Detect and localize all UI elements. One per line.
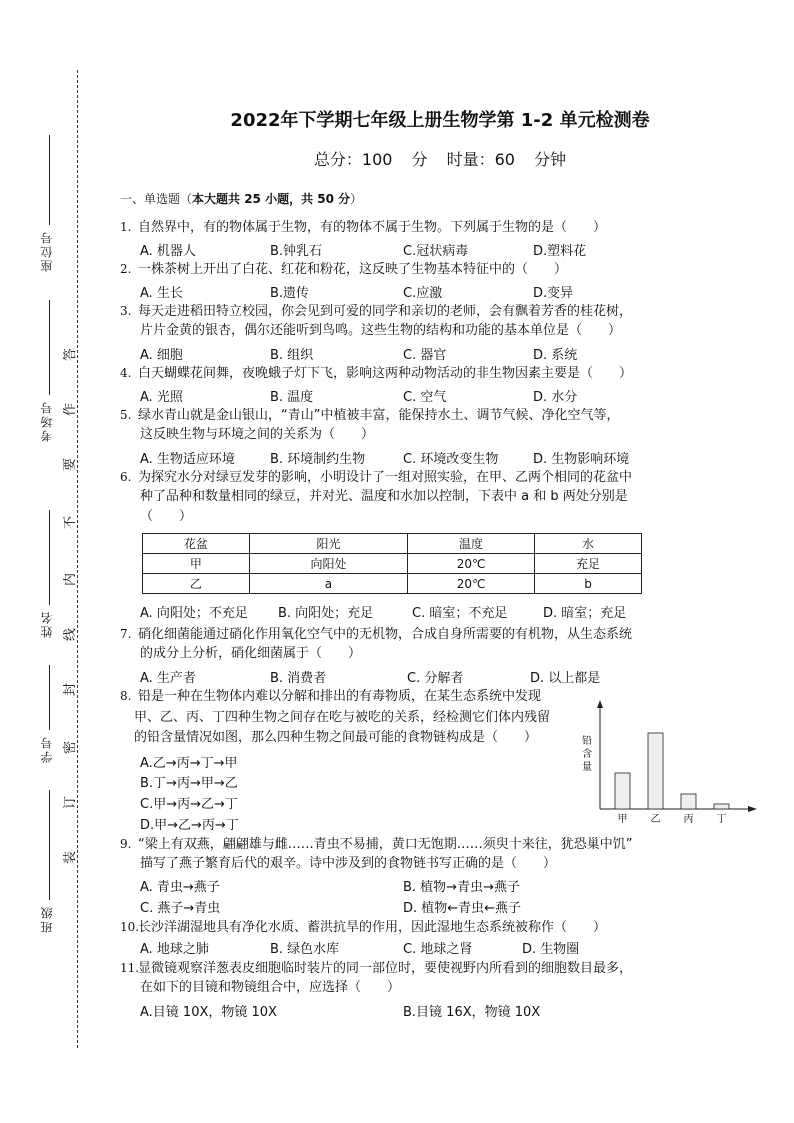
seal-char: 答 [63, 347, 79, 362]
table-cell: b [535, 574, 642, 594]
seal-char: 内 [63, 572, 79, 587]
option-b: B. 组织 [270, 348, 314, 363]
option-d: D. 暗室；充足 [543, 606, 627, 621]
question-8-line-2: 甲、乙、丙、丁四种生物之间存在吃与被吃的关系，经检测它们体内残留 [134, 710, 551, 725]
page-title: 2022年下学期七年级上册生物学第 1-2 单元检测卷 [230, 110, 650, 131]
option-c: C. 空气 [403, 390, 447, 405]
binding-dashed-line [77, 70, 78, 1048]
table-cell: 乙 [143, 574, 250, 594]
question-number: 5. [120, 408, 132, 422]
option-a: A. 生长 [140, 286, 183, 301]
question-text: 白天蝴蝶花间舞，夜晚蛾子灯下飞，影响这两种动物活动的非生物因素主要是（ ） [138, 366, 633, 381]
experiment-table [142, 533, 642, 594]
option-b: B.目镜 16X，物镜 10X [403, 1005, 541, 1020]
question-1 [120, 217, 606, 238]
option-d: D. 植物←青虫←燕子 [403, 901, 522, 916]
question-6-line-2: 种了品种和数量相同的绿豆，并对光、温度和水加以控制，下表中 a 和 b 两处分别是 [140, 489, 628, 504]
seal-char: 装 [63, 850, 79, 865]
option-a: A. 向阳处；不充足 [140, 606, 248, 621]
chart-bar [681, 794, 696, 809]
question-number: 4. [120, 366, 132, 380]
section-heading [120, 190, 362, 207]
seal-char: 封 [63, 682, 79, 697]
chart-x-tick-label: 甲 [617, 814, 628, 825]
seal-char: 作 [63, 402, 79, 417]
chart-bar [615, 773, 630, 809]
question-6-line-3: （ ） [140, 509, 193, 524]
question-text: 绿水青山就是金山银山，“青山”中植被丰富，能保持水土、调节气候、净化空气等， [138, 408, 620, 423]
option-b: B.遗传 [270, 286, 310, 301]
table-cell: a [249, 574, 407, 594]
option-d: D. 生物圈 [522, 942, 580, 957]
option-d: D.甲→乙→丙→丁 [140, 818, 239, 833]
question-text: 硝化细菌能通过硝化作用氧化空气中的无机物，合成自身所需要的有机物，从生态系统 [138, 627, 633, 642]
table-header: 水 [535, 534, 642, 554]
seal-char: 不 [63, 515, 79, 530]
option-c: C. 地球之肾 [403, 942, 473, 957]
option-a: A. 机器人 [140, 244, 196, 259]
margin-label-id: 学号 [40, 735, 54, 763]
table-cell: 甲 [143, 554, 250, 574]
table-row [143, 554, 642, 574]
question-2 [120, 259, 567, 280]
question-text: 每天走进稻田特立校园，你会见到可爱的同学和亲切的老师，会有飘着芳香的桂花树， [138, 304, 633, 319]
option-b: B. 消费者 [270, 671, 327, 686]
option-b: B.丁→丙→甲→乙 [140, 776, 238, 791]
question-number: 7. [120, 627, 132, 641]
option-a: A. 光照 [140, 390, 183, 405]
question-number: 3. [120, 304, 132, 318]
option-c: C. 燕子→青虫 [140, 901, 221, 916]
table-header: 阳光 [249, 534, 407, 554]
question-text: 显微镜观察洋葱表皮细胞临时装片的同一部位时，要使视野内所看到的细胞数目最多， [138, 961, 633, 976]
option-c: C. 暗室；不充足 [412, 606, 508, 621]
question-8-line-3: 的铅含量情况如图，那么四种生物之间最可能的食物链构成是（ ） [134, 730, 538, 745]
option-b: B.钟乳石 [270, 244, 323, 259]
question-number: 11. [120, 961, 140, 975]
question-3-line-2: 片片金黄的银杏，偶尔还能听到鸟鸣。这些生物的结构和功能的基本单位是（ ） [140, 323, 622, 338]
margin-label-name: 姓名 [40, 610, 54, 638]
section-detail: 本大题共 25 小题，共 50 分 [192, 192, 351, 206]
option-d: D. 以上都是 [530, 671, 601, 686]
option-c: C. 环境改变生物 [403, 452, 499, 467]
lead-content-chart [570, 700, 760, 830]
question-number: 6. [120, 470, 132, 484]
option-c: C.冠状病毒 [403, 244, 469, 259]
option-a: A. 青虫→燕子 [140, 880, 220, 895]
question-number: 8. [120, 689, 132, 703]
x-axis-arrow [748, 806, 757, 812]
margin-label-seat: 座位号 [40, 230, 54, 272]
seal-char: 要 [63, 457, 79, 472]
option-a: A. 生物适应环境 [140, 452, 235, 467]
question-7-line-2: 的成分上分析，硝化细菌属于（ ） [140, 646, 362, 661]
table-cell: 20℃ [408, 554, 535, 574]
option-d: D. 系统 [533, 348, 578, 363]
seal-char: 密 [63, 740, 79, 755]
question-number: 2. [120, 262, 132, 276]
margin-label-class: 班级 [40, 905, 54, 933]
option-a: A.目镜 10X，物镜 10X [140, 1005, 277, 1020]
table-header: 花盆 [143, 534, 250, 554]
chart-x-tick-label: 丁 [716, 814, 727, 825]
table-row [143, 574, 642, 594]
question-5 [120, 405, 619, 426]
chart-ylabel: 铅含量 [582, 736, 592, 773]
section-end: ） [350, 192, 363, 206]
option-a: A. 地球之肺 [140, 942, 209, 957]
margin-blank-room [49, 300, 50, 395]
option-c: C.应激 [403, 286, 443, 301]
question-4 [120, 363, 632, 384]
question-text: 自然界中，有的物体属于生物，有的物体不属于生物。下列属于生物的是（ ） [138, 220, 607, 235]
option-b: B. 温度 [270, 390, 314, 405]
question-9-line-2: 描写了燕子繁育后代的艰辛。诗中涉及到的食物链书写正确的是（ ） [140, 856, 557, 871]
question-10 [120, 917, 606, 938]
chart-x-tick-label: 乙 [650, 814, 661, 825]
question-11-line-2: 在如下的目镜和物镜组合中，应选择（ ） [140, 980, 401, 995]
option-d: D. 生物影响环境 [533, 452, 630, 467]
question-text: 铅是一种在生物体内难以分解和排出的有毒物质，在某生态系统中发现 [138, 689, 542, 704]
table-cell: 向阳处 [249, 554, 407, 574]
table-header: 温度 [408, 534, 535, 554]
option-b: B. 绿色水库 [270, 942, 340, 957]
option-a: A. 细胞 [140, 348, 183, 363]
option-c: C. 分解者 [407, 671, 464, 686]
option-c: C. 器官 [403, 348, 447, 363]
section-label: 一、单选题（ [120, 192, 193, 206]
option-a: A. 生产者 [140, 671, 196, 686]
margin-label-room: 考场号 [40, 400, 54, 442]
question-6 [120, 467, 632, 488]
option-b: B. 环境制约生物 [270, 452, 366, 467]
margin-blank-name [49, 510, 50, 605]
margin-blank-class [49, 790, 50, 900]
table-header-row [143, 534, 642, 554]
question-number: 10. [120, 920, 140, 934]
question-number: 1. [120, 220, 132, 234]
question-11 [120, 958, 632, 979]
seal-char: 线 [63, 627, 79, 642]
question-5-line-2: 这反映生物与环境之间的关系为（ ） [140, 427, 375, 442]
y-axis-arrow [597, 700, 603, 708]
option-a: A.乙→丙→丁→甲 [140, 756, 238, 771]
exam-info: 总分：100 分 时量：60 分钟 [313, 150, 567, 169]
question-text: 长沙洋湖湿地具有净化水质、蓄洪抗旱的作用，因此湿地生态系统被称作（ ） [138, 920, 607, 935]
table-cell: 20℃ [408, 574, 535, 594]
question-9 [120, 834, 632, 855]
option-d: D.变异 [533, 286, 574, 301]
table-cell: 充足 [535, 554, 642, 574]
question-text: “梁上有双燕，翩翩雄与雌……青虫不易捕，黄口无饱期……须臾十来往，犹恐巢中饥” [138, 837, 633, 852]
question-text: 一株茶树上开出了白花、红花和粉花，这反映了生物基本特征中的（ ） [138, 262, 568, 277]
question-8 [120, 686, 541, 707]
option-b: B. 向阳处；充足 [278, 606, 374, 621]
option-d: D. 水分 [533, 390, 578, 405]
chart-bar [714, 804, 729, 809]
question-text: 为探究水分对绿豆发芽的影响，小明设计了一组对照实验，在甲、乙两个相同的花盆中 [138, 470, 633, 485]
margin-blank-seat [49, 135, 50, 225]
question-number: 9. [120, 837, 132, 851]
chart-bar [648, 733, 663, 809]
option-d: D.塑料花 [533, 244, 587, 259]
option-c: C.甲→丙→乙→丁 [140, 797, 238, 812]
option-b: B. 植物→青虫→燕子 [403, 880, 520, 895]
margin-blank-id [49, 665, 50, 730]
seal-char: 订 [63, 795, 79, 810]
question-7 [120, 624, 632, 645]
question-3 [120, 301, 632, 322]
chart-x-tick-label: 丙 [683, 814, 694, 825]
